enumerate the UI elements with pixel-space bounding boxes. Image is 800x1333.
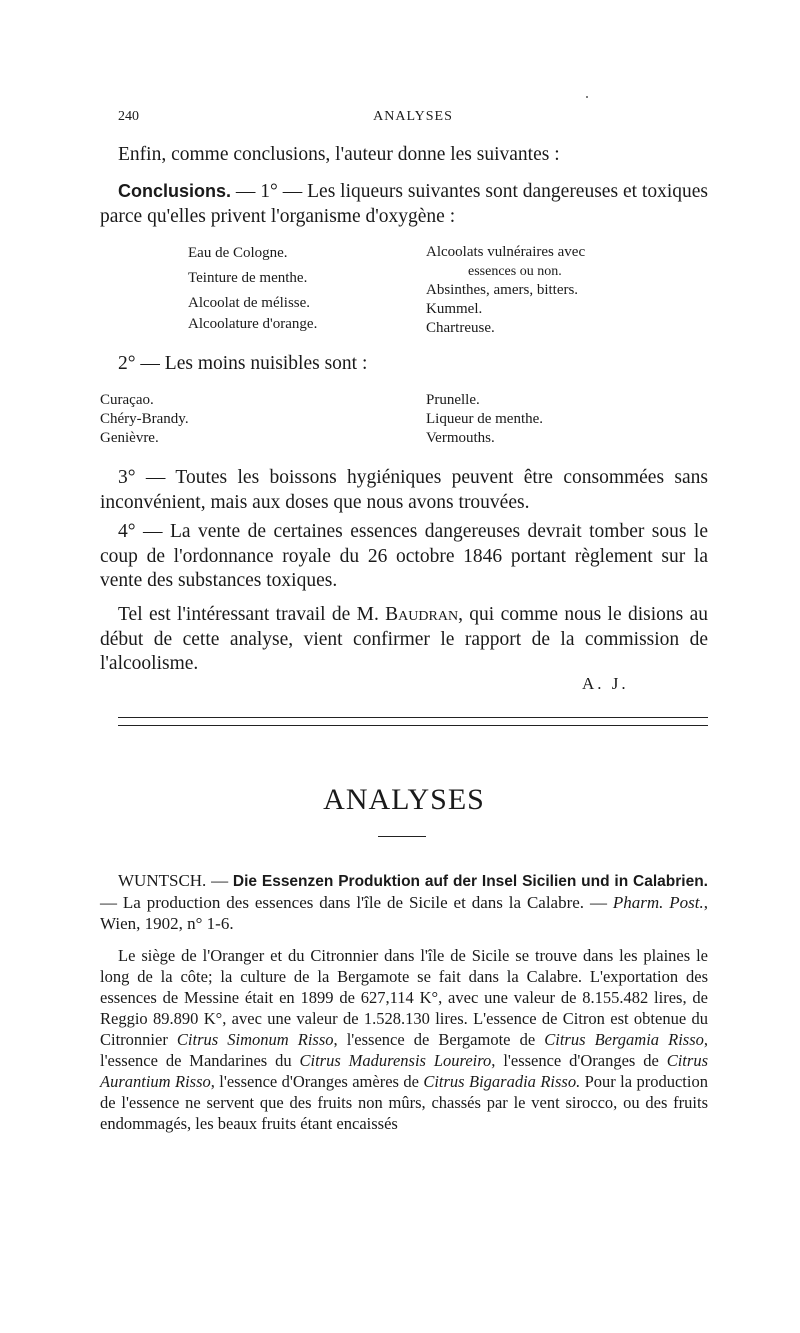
dash: — [206,871,233,890]
dangerous-list-left [188,243,317,335]
section-title: ANALYSES [323,783,485,816]
divider-rule [118,717,708,718]
list-item: Liqueur de menthe. [426,411,544,427]
body-text: Pour la production de l'essence ne servent que des fruits non mûrs, chassés par le vent sirocco, ou des fruits endommagés, les beaux fruits étant encaissés [100,1072,708,1133]
intro-paragraph: Enfin, comme conclusions, l'auteur donne les suivantes : [118,144,560,165]
list-item: Curaçao. [100,392,154,408]
page-number: 240 [118,109,139,124]
list-item: Genièvre. [100,430,159,446]
list-item: Alcoolat de mélisse. [188,295,311,311]
conclusions-paragraph [100,179,708,229]
article-reference [100,870,708,934]
less-harmful-list-left [100,391,189,448]
species-name: Citrus Aurantium Risso [100,1051,708,1091]
article-body [100,945,708,1134]
title-underline [378,836,426,837]
closing-text-after: , qui comme nous le disions au début de cette analyse, vient confirmer le rapport de la commission de l'alcoolisme. [100,604,708,674]
list-item: Teinture de menthe. [188,270,308,286]
conclusions-text: — 1° — Les liqueurs suivantes sont dangereuses et toxiques parce qu'elles privent l'organisme d'oxygène : [100,181,708,227]
list-item: Prunelle. [426,392,480,408]
less-harmful-list-right [426,391,543,448]
list-item-continuation: essences ou non. [468,264,562,279]
list-item: Kummel. [426,301,483,317]
species-name: Citrus Bergamia Risso [544,1030,704,1049]
list-item: Eau de Cologne. [188,245,288,261]
list-item: Alcoolature d'orange. [188,316,318,332]
closing-paragraph [100,603,708,677]
closing-text-before: Tel est l'intéressant travail de M. [118,604,386,625]
article-summary: — La production des essences dans l'île de Sicile et dans la Calabre. — [100,893,613,912]
body-text: Le siège de l'Oranger et du Citronnier dans l'île de Sicile se trouve dans les plaines le long de la côte; la culture de la Bergamote se fait dans la Calabre. L'exportation des essences de Messine était en 1899 de 627,114 K°, avec une valeur de 8.155.482 lires, de Reggio 89.890 K°, avec une valeur de 1.528.130 lires. L'essence de Citron est obtenue du Citronnier [100,946,708,1049]
body-text: , l'essence de Bergamote de [333,1030,545,1049]
point-2: 2° — Les moins nuisibles sont : [118,353,368,374]
species-name: Citrus Madurensis Loureiro [299,1051,492,1070]
article-title: Die Essenzen Produktion auf der Insel Sicilien und in Calabrien. [232,873,708,890]
point-3: 3° — Toutes les boissons hygiéniques peuvent être consommées sans inconvénient, mais aux doses que nous avons trouvées. [100,467,708,513]
point-4: 4° — La vente de certaines essences dangereuses devrait tomber sous le coup de l'ordonnance royale du 26 octobre 1846 portant règlement sur la vente des substances toxiques. [100,521,708,591]
signature: A. J. [582,674,629,693]
list-item: Vermouths. [426,430,495,446]
article-author: WUNTSCH. [118,871,207,890]
divider-rule [118,725,708,726]
body-text: , l'essence d'Oranges de [491,1051,667,1070]
running-header [118,109,708,129]
dangerous-list-right [426,243,585,338]
article-source-details: , Wien, 1902, n° 1-6. [100,893,709,933]
list-item: Chartreuse. [426,320,495,336]
running-title: ANALYSES [373,109,453,124]
list-item: Chéry-Brandy. [100,411,189,427]
speck [586,96,588,98]
body-text: , l'essence d'Oranges amères de [210,1072,424,1091]
conclusions-label: Conclusions. [118,181,232,201]
species-name: Citrus Bigaradia Risso. [423,1072,581,1091]
body-text: , l'essence de Mandarines du [100,1030,709,1070]
article-source-journal: Pharm. Post. [612,893,704,912]
author-name: Baudran [385,604,459,625]
list-item: Alcoolats vulnéraires avec [426,244,586,260]
list-item: Absinthes, amers, bitters. [426,282,579,298]
species-name: Citrus Simonum Risso [176,1030,334,1049]
